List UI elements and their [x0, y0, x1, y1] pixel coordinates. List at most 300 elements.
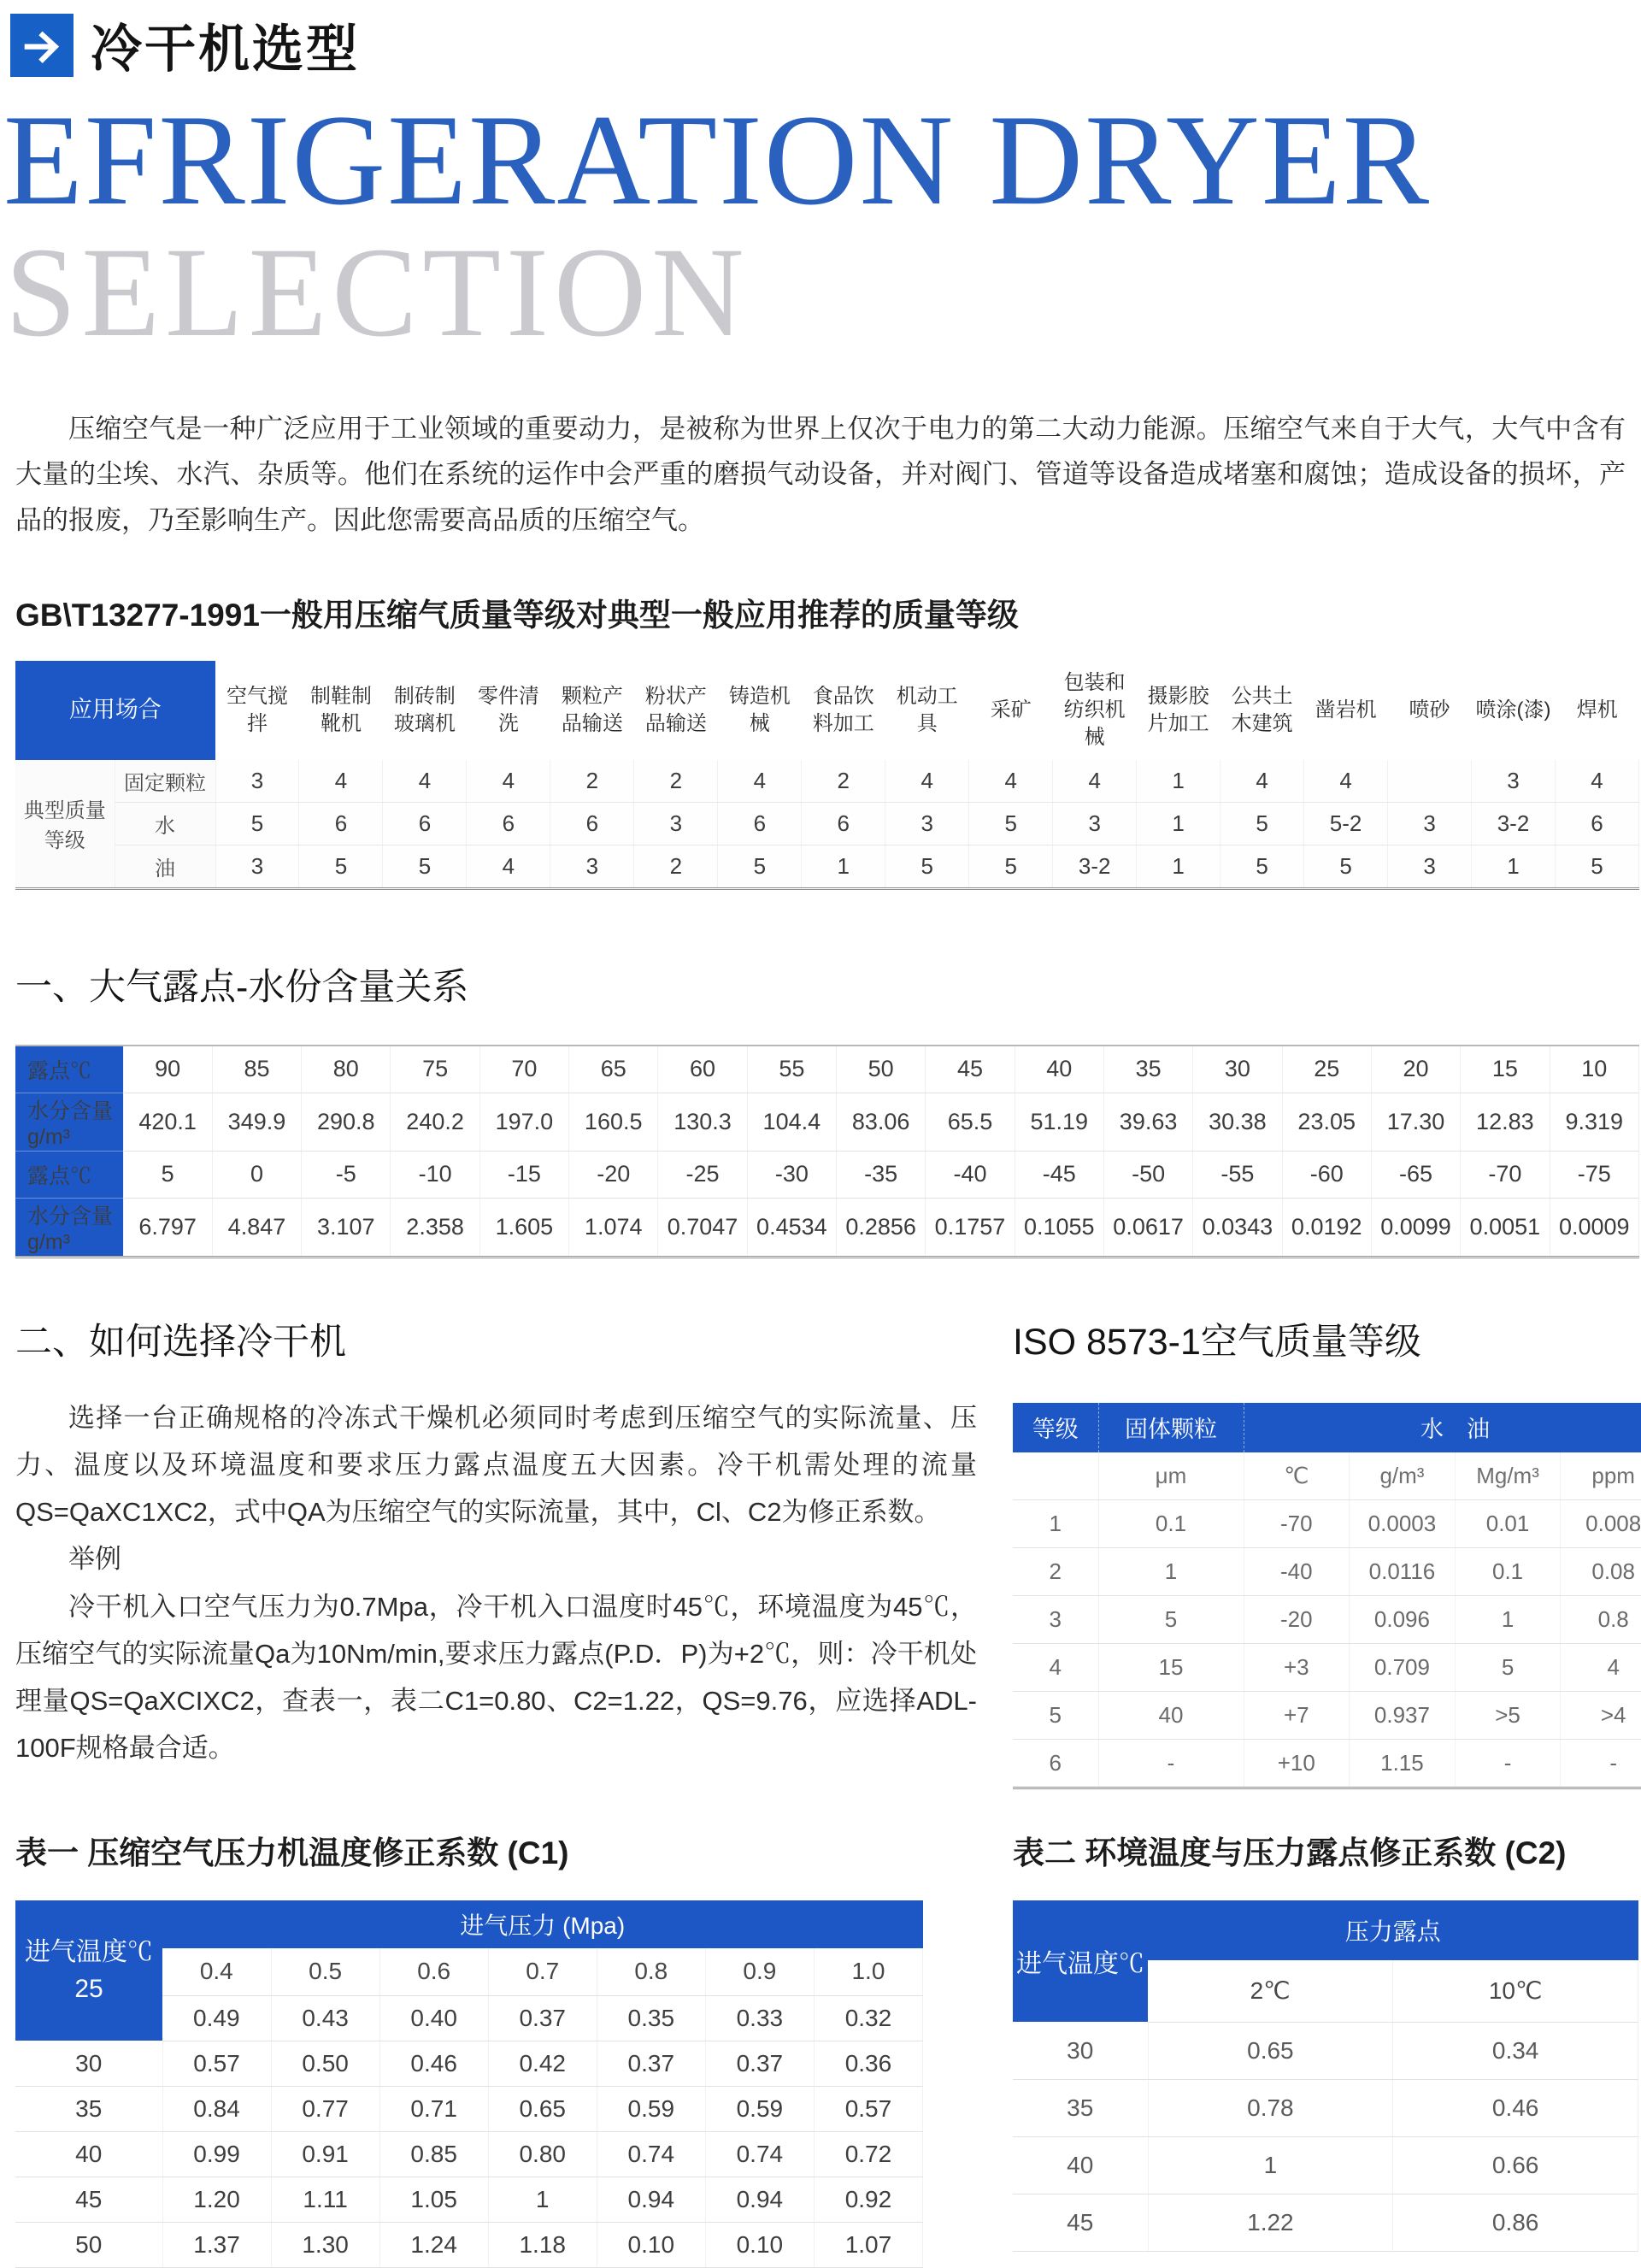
gb-value-cell: 4: [1304, 760, 1388, 803]
gb-column-header: 喷涂(漆): [1472, 661, 1556, 760]
section2-paragraph-2: 举例: [68, 1544, 121, 1575]
c1-value-cell: 0.94: [597, 2177, 705, 2222]
dew-value-cell: 1.074: [569, 1198, 658, 1257]
dew-value-cell: -70: [1461, 1151, 1550, 1198]
c1-value-cell: 1.11: [271, 2177, 379, 2222]
dew-value-cell: 25: [1282, 1046, 1371, 1093]
dew-value-cell: 35: [1103, 1046, 1192, 1093]
c1-value-cell: 0.91: [271, 2131, 379, 2177]
table-row: [1013, 1643, 1641, 1691]
dew-value-cell: 65.5: [926, 1093, 1015, 1151]
dew-value-cell: 90: [123, 1046, 212, 1093]
iso-value-cell: +10: [1244, 1739, 1350, 1788]
gb-value-cell: 3: [1472, 760, 1556, 803]
iso-value-cell: 4: [1561, 1643, 1641, 1691]
table-row: [1013, 1547, 1641, 1595]
gb-value-cell: 1: [1137, 760, 1220, 803]
dew-value-cell: -60: [1282, 1151, 1371, 1198]
c1-value-cell: 0.85: [379, 2131, 488, 2177]
c2-value-cell: 0.78: [1148, 2079, 1393, 2136]
iso-value-cell: 0.08: [1561, 1547, 1641, 1595]
iso-unit-empty: [1013, 1452, 1098, 1500]
c1-pressure-cell: 0.7: [488, 1948, 597, 1996]
c1-value-cell: 0.36: [814, 2041, 922, 2086]
c1-column: [9, 1827, 977, 2268]
iso-value-cell: 15: [1098, 1643, 1244, 1691]
intro-text: 压缩空气是一种广泛应用于工业领域的重要动力，是被称为世界上仅次于电力的第二大动力能源。压缩空气来自于大气，大气中含有大量的尘埃、水汽、杂质等。他们在系统的运作中会严重的磨损气动设备，并对阀门、管道等设备造成堵塞和腐蚀；造成设备的损坏，产品的报废，乃至影响生产。因此您需要高品质的压缩空气。: [15, 414, 1626, 535]
gb-value-cell: 1: [1137, 845, 1220, 888]
dew-value-cell: 6.797: [123, 1198, 212, 1257]
dew-value-cell: 104.4: [747, 1093, 836, 1151]
dew-value-cell: 0: [212, 1151, 301, 1198]
c1-value-cell: 1.37: [162, 2222, 271, 2267]
gb-value-cell: 6: [299, 802, 383, 845]
iso-value-cell: 1: [1455, 1595, 1561, 1643]
table-row: [15, 1151, 1639, 1198]
dew-value-cell: 70: [479, 1046, 568, 1093]
dew-value-cell: 420.1: [123, 1093, 212, 1151]
section2-title: 二、如何选择冷干机: [15, 1321, 346, 1363]
dew-value-cell: -15: [479, 1151, 568, 1198]
iso-value-cell: -20: [1244, 1595, 1350, 1643]
iso-value-cell: 6: [1013, 1739, 1098, 1788]
gb-value-cell: 2: [634, 760, 718, 803]
dew-row-label: 水分含量g/m³: [15, 1198, 123, 1257]
c2-dewpoint-cell: 10℃: [1393, 1960, 1638, 2023]
gb-column-header: 零件清洗: [467, 661, 550, 760]
c1-value-cell: 0.37: [597, 2041, 705, 2086]
iso-value-cell: 5: [1013, 1691, 1098, 1739]
c2-row-label: 40: [1013, 2136, 1148, 2194]
gb-value-cell: 5: [1556, 845, 1639, 888]
dew-value-cell: 5: [123, 1151, 212, 1198]
dew-value-cell: -5: [302, 1151, 391, 1198]
gb-column-header: 空气搅拌: [215, 661, 299, 760]
iso-units-row: [1013, 1452, 1641, 1500]
gb-column-header: 粉状产品输送: [634, 661, 718, 760]
dew-value-cell: 23.05: [1282, 1093, 1371, 1151]
table-row: [15, 2041, 923, 2086]
c2-value-cell: 1.22: [1148, 2194, 1393, 2251]
gb-value-cell: 4: [1220, 760, 1304, 803]
dew-value-cell: -45: [1015, 1151, 1103, 1198]
dew-value-cell: -40: [926, 1151, 1015, 1198]
c1-pressure-cell: 0.4: [162, 1948, 271, 1996]
iso-unit-cell: Mg/m³: [1455, 1452, 1561, 1500]
c1-pressure-header: 进气压力 (Mpa): [162, 1900, 923, 1948]
dew-value-cell: 30: [1193, 1046, 1282, 1093]
section2-body: [15, 1394, 977, 1771]
iso-value-cell: >5: [1455, 1691, 1561, 1739]
c2-value-cell: 0.86: [1393, 2194, 1638, 2251]
c2-corner-cell: 进气温度℃: [1013, 1900, 1148, 2023]
gb-value-cell: 2: [802, 760, 885, 803]
gb-value-cell: 5: [718, 845, 802, 888]
iso-value-cell: -70: [1244, 1499, 1350, 1547]
c1-value-cell: 0.72: [814, 2131, 922, 2177]
page-title: 冷干机选型: [91, 21, 360, 78]
gb-column-header: 铸造机械: [718, 661, 802, 760]
iso-value-cell: 1: [1013, 1499, 1098, 1547]
gb-value-cell: 5-2: [1304, 802, 1388, 845]
gb-column-header: 摄影胶片加工: [1137, 661, 1220, 760]
dew-value-cell: 9.319: [1550, 1093, 1639, 1151]
dew-value-cell: -65: [1371, 1151, 1460, 1198]
iso-header-water-oil: 水 油: [1244, 1403, 1641, 1452]
dew-value-cell: 130.3: [658, 1093, 747, 1151]
iso-table-title: ISO 8573-1空气质量等级: [1013, 1321, 1421, 1363]
dew-value-cell: -20: [569, 1151, 658, 1198]
gb-value-cell: 3: [885, 802, 969, 845]
dew-value-cell: 0.0617: [1103, 1198, 1192, 1257]
gb-value-cell: 4: [1053, 760, 1137, 803]
gb-column-header: 包装和纺织机械: [1053, 661, 1137, 760]
c1-row-label: 45: [15, 2177, 162, 2222]
dew-value-cell: 50: [837, 1046, 926, 1093]
c1-pressure-cell: 0.9: [705, 1948, 814, 1996]
dew-value-cell: -75: [1550, 1151, 1639, 1198]
gb-value-cell: 4: [885, 760, 969, 803]
gb-value-cell: 5: [969, 845, 1053, 888]
gb-column-header: 食品饮料加工: [802, 661, 885, 760]
gb-value-cell: 4: [1556, 760, 1639, 803]
gb-value-cell: 6: [550, 802, 634, 845]
page-subtitle-english: SELECTION: [5, 221, 750, 364]
dew-value-cell: -50: [1103, 1151, 1192, 1198]
table-row: [1013, 1595, 1641, 1643]
table-row: [1013, 1739, 1641, 1788]
gb-header-row: [15, 661, 1639, 760]
dew-value-cell: 0.0051: [1461, 1198, 1550, 1257]
dew-value-cell: 290.8: [302, 1093, 391, 1151]
c1-value-cell: 0.50: [271, 2041, 379, 2086]
c1-row-label: 35: [15, 2086, 162, 2131]
dew-value-cell: 4.847: [212, 1198, 301, 1257]
dew-value-cell: 0.2856: [837, 1198, 926, 1257]
dew-value-cell: 2.358: [391, 1198, 479, 1257]
gb-table-title: GB\T13277-1991一般用压缩气质量等级对典型一般应用推荐的质量等级: [15, 597, 1019, 633]
dew-value-cell: 240.2: [391, 1093, 479, 1151]
c1-corner-cell: [15, 1900, 162, 2041]
iso-value-cell: 0.8: [1561, 1595, 1641, 1643]
gb-value-cell: 6: [1556, 802, 1639, 845]
c1-value-cell: 0.77: [271, 2086, 379, 2131]
iso-value-cell: 0.709: [1350, 1643, 1456, 1691]
gb-value-cell: 1: [1472, 845, 1556, 888]
dew-value-cell: 0.7047: [658, 1198, 747, 1257]
c2-value-cell: 1: [1148, 2136, 1393, 2194]
section2-paragraph-3: 冷干机入口空气压力为0.7Mpa，冷干机入口温度时45℃，环境温度为45℃，压缩空气的实际流量Qa为10Nm/min,要求压力露点(P.D．P)为+2℃，则：冷干机处理量QS=QaXCIXC2，查表一，表二C1=0.80、C2=1.22，QS=9.76，应选择ADL-100F规格最合适。: [15, 1591, 977, 1764]
gb-value-cell: 3: [1388, 802, 1472, 845]
c1-value-cell: 0.46: [379, 2041, 488, 2086]
c1-value-cell: 0.59: [597, 2086, 705, 2131]
c1-row-label: 30: [15, 2041, 162, 2086]
iso-value-cell: -: [1455, 1739, 1561, 1788]
dew-row-label: 露点℃: [15, 1151, 123, 1198]
gb-value-cell: 5: [1304, 845, 1388, 888]
c1-row-label: 50: [15, 2222, 162, 2267]
iso-value-cell: 0.1: [1455, 1547, 1561, 1595]
iso-header-row: [1013, 1403, 1641, 1452]
dew-value-cell: 0.1055: [1015, 1198, 1103, 1257]
dew-value-cell: 75: [391, 1046, 479, 1093]
iso-value-cell: 40: [1098, 1691, 1244, 1739]
gb-value-cell: 3: [1053, 802, 1137, 845]
c1-value-cell: 1: [488, 2177, 597, 2222]
dew-value-cell: 12.83: [1461, 1093, 1550, 1151]
c2-row-label: 30: [1013, 2022, 1148, 2079]
gb-value-cell: 3-2: [1053, 845, 1137, 888]
c1-correction-table: [15, 1900, 923, 2268]
iso-header-solid: 固体颗粒: [1098, 1403, 1244, 1452]
table-row: [15, 845, 1639, 888]
dew-row-label: 水分含量g/m³: [15, 1093, 123, 1151]
table-row: [15, 1198, 1639, 1257]
iso-value-cell: 2: [1013, 1547, 1098, 1595]
gb-value-cell: 6: [383, 802, 467, 845]
gb-value-cell: 1: [1137, 802, 1220, 845]
gb-row-label: 油: [115, 845, 215, 888]
c2-dewpoint-header: 压力露点: [1148, 1900, 1638, 1960]
dewpoint-table: [15, 1045, 1639, 1258]
iso-value-cell: 0.0003: [1350, 1499, 1456, 1547]
iso-header-grade: 等级: [1013, 1403, 1098, 1452]
c1-value-cell: 0.10: [597, 2222, 705, 2267]
gb-value-cell: 5: [215, 802, 299, 845]
dew-value-cell: 0.0343: [1193, 1198, 1282, 1257]
gb-value-cell: [1388, 760, 1472, 803]
c1-value-cell: 0.35: [597, 1995, 705, 2041]
table-row: [1013, 1499, 1641, 1547]
iso-value-cell: 0.937: [1350, 1691, 1456, 1739]
c1-value-cell: 0.33: [705, 1995, 814, 2041]
c1-corner-label: 进气温度℃: [25, 1937, 153, 1966]
iso-column: [1013, 1313, 1641, 1789]
c1-value-cell: 0.37: [705, 2041, 814, 2086]
iso-value-cell: 5: [1098, 1595, 1244, 1643]
c1-value-cell: 0.74: [597, 2131, 705, 2177]
c1-pressure-cell: 1.0: [814, 1948, 922, 1996]
dew-value-cell: 17.30: [1371, 1093, 1460, 1151]
gb-value-cell: 5: [885, 845, 969, 888]
dew-value-cell: 30.38: [1193, 1093, 1282, 1151]
c1-pressure-cell: 0.6: [379, 1948, 488, 1996]
gb-value-cell: 2: [550, 760, 634, 803]
table-row: [15, 2177, 923, 2222]
dew-value-cell: 65: [569, 1046, 658, 1093]
iso-unit-cell: g/m³: [1350, 1452, 1456, 1500]
page-title-english: EFRIGERATION DRYER: [3, 88, 1432, 232]
dew-value-cell: -35: [837, 1151, 926, 1198]
c1-value-cell: 0.43: [271, 1995, 379, 2041]
table-row: [1013, 2136, 1638, 2194]
dew-value-cell: 60: [658, 1046, 747, 1093]
dew-value-cell: 55: [747, 1046, 836, 1093]
dew-value-cell: -55: [1193, 1151, 1282, 1198]
gb-row-label: 固定颗粒: [115, 760, 215, 803]
section1-title: 一、大气露点-水份含量关系: [15, 966, 469, 1008]
gb-value-cell: 2: [634, 845, 718, 888]
dew-value-cell: -25: [658, 1151, 747, 1198]
dew-value-cell: 15: [1461, 1046, 1550, 1093]
dew-value-cell: 1.605: [479, 1198, 568, 1257]
iso-value-cell: 0.01: [1455, 1499, 1561, 1547]
c2-value-cell: 0.46: [1393, 2079, 1638, 2136]
iso-value-cell: 0.096: [1350, 1595, 1456, 1643]
gb-column-header: 制砖制玻璃机: [383, 661, 467, 760]
c1-value-cell: 1.18: [488, 2222, 597, 2267]
dew-value-cell: 40: [1015, 1046, 1103, 1093]
c1-value-cell: 0.74: [705, 2131, 814, 2177]
c1-header-row: [15, 1900, 923, 1948]
gb-value-cell: 4: [467, 760, 550, 803]
dew-value-cell: 0.0099: [1371, 1198, 1460, 1257]
c1-value-cell: 0.71: [379, 2086, 488, 2131]
c1-value-cell: 1.30: [271, 2222, 379, 2267]
gb-value-cell: 3: [215, 760, 299, 803]
dew-value-cell: 0.1757: [926, 1198, 1015, 1257]
c1-value-cell: 0.40: [379, 1995, 488, 2041]
table-row: [15, 2086, 923, 2131]
table-row: [15, 2131, 923, 2177]
dew-value-cell: -30: [747, 1151, 836, 1198]
dew-value-cell: 160.5: [569, 1093, 658, 1151]
table-row: [15, 760, 1639, 803]
iso-unit-cell: ppm: [1561, 1452, 1641, 1500]
iso-value-cell: 0.0116: [1350, 1547, 1456, 1595]
gb-value-cell: 5: [1220, 802, 1304, 845]
table-row: [1013, 2079, 1638, 2136]
dew-value-cell: 197.0: [479, 1093, 568, 1151]
c2-value-cell: 0.66: [1393, 2136, 1638, 2194]
gb-column-header: 凿岩机: [1304, 661, 1388, 760]
c1-value-cell: 0.80: [488, 2131, 597, 2177]
c2-row-label: 45: [1013, 2194, 1148, 2251]
c1-value-cell: 0.59: [705, 2086, 814, 2131]
gb-value-cell: 1: [802, 845, 885, 888]
gb-value-cell: 4: [467, 845, 550, 888]
gb-value-cell: 3: [634, 802, 718, 845]
gb-column-header: 喷砂: [1388, 661, 1472, 760]
table-row: [15, 1046, 1639, 1093]
gb-corner-cell: 应用场合: [15, 661, 215, 760]
gb-value-cell: 6: [802, 802, 885, 845]
gb-value-cell: 5: [1220, 845, 1304, 888]
iso-value-cell: -40: [1244, 1547, 1350, 1595]
dew-value-cell: 20: [1371, 1046, 1460, 1093]
gb-value-cell: 4: [969, 760, 1053, 803]
gb-value-cell: 3: [1388, 845, 1472, 888]
gb-value-cell: 5: [969, 802, 1053, 845]
c1-value-cell: 0.65: [488, 2086, 597, 2131]
gb-column-header: 采矿: [969, 661, 1053, 760]
iso-value-cell: 1: [1098, 1547, 1244, 1595]
c2-correction-table: [1013, 1900, 1638, 2252]
iso-value-cell: 3: [1013, 1595, 1098, 1643]
c1-value-cell: 0.42: [488, 2041, 597, 2086]
c1-value-cell: 1.20: [162, 2177, 271, 2222]
gb-value-cell: 4: [718, 760, 802, 803]
page-header: [9, 0, 1632, 82]
gb-column-header: 制鞋制靴机: [299, 661, 383, 760]
dew-row-label: 露点℃: [15, 1046, 123, 1093]
c1-value-cell: 0.84: [162, 2086, 271, 2131]
dew-value-cell: 3.107: [302, 1198, 391, 1257]
c1-value-cell: 0.57: [162, 2041, 271, 2086]
c1-value-cell: 0.99: [162, 2131, 271, 2177]
table-row: [1013, 2022, 1638, 2079]
gb-value-cell: 3: [215, 845, 299, 888]
c1-value-cell: 1.07: [814, 2222, 922, 2267]
bottom-section: [9, 1827, 1632, 2268]
section2-paragraph-1: 选择一台正确规格的冷冻式干燥机必须同时考虑到压缩空气的实际流量、压力、温度以及环境温度和要求压力露点温度五大因素。冷干机需处理的流量QS=QaXC1XC2，式中QA为压缩空气的实际流量，其中，Cl、C2为修正系数。: [15, 1402, 977, 1528]
gb-value-cell: 5: [383, 845, 467, 888]
dew-value-cell: 0.0192: [1282, 1198, 1371, 1257]
gb-value-cell: 4: [383, 760, 467, 803]
c1-row-label: 40: [15, 2131, 162, 2177]
how-to-select-column: [9, 1313, 977, 1789]
gb-row-group-label: 典型质量等级: [15, 760, 115, 889]
dew-value-cell: 51.19: [1015, 1093, 1103, 1151]
c2-column: [1013, 1827, 1641, 2268]
gb-row-label: 水: [115, 802, 215, 845]
c1-value-cell: 0.10: [705, 2222, 814, 2267]
c1-value-cell: 1.24: [379, 2222, 488, 2267]
c2-dewpoint-cell: 2℃: [1148, 1960, 1393, 2023]
gb-value-cell: 4: [299, 760, 383, 803]
arrow-right-icon: [10, 14, 74, 77]
gb-column-header: 机动工具: [885, 661, 969, 760]
intro-paragraph: [15, 406, 1626, 543]
c2-header-row: [1013, 1900, 1638, 1960]
table-row: [1013, 1691, 1641, 1739]
gb-value-cell: 3: [550, 845, 634, 888]
gb-column-header: 焊机: [1576, 698, 1618, 722]
iso-value-cell: +7: [1244, 1691, 1350, 1739]
iso-value-cell: 0.008: [1561, 1499, 1641, 1547]
c1-value-cell: 0.49: [162, 1995, 271, 2041]
c1-table-title: 表一 压缩空气压力机温度修正系数 (C1): [15, 1835, 569, 1870]
c1-corner-value: 25: [74, 1975, 103, 2004]
table-row: [15, 2222, 923, 2267]
dew-value-cell: 349.9: [212, 1093, 301, 1151]
iso-value-cell: -: [1561, 1739, 1641, 1788]
c2-value-cell: 0.34: [1393, 2022, 1638, 2079]
gb-column-header: 公共土木建筑: [1220, 661, 1304, 760]
dew-value-cell: -10: [391, 1151, 479, 1198]
gb-value-cell: 6: [467, 802, 550, 845]
c1-value-cell: 0.37: [488, 1995, 597, 2041]
gb-value-cell: 6: [718, 802, 802, 845]
table-row: [1013, 2194, 1638, 2251]
c1-pressure-cell: 0.8: [597, 1948, 705, 1996]
c2-row-label: 35: [1013, 2079, 1148, 2136]
dew-value-cell: 45: [926, 1046, 1015, 1093]
iso-value-cell: 5: [1455, 1643, 1561, 1691]
c1-value-cell: 0.32: [814, 1995, 922, 2041]
gb-value-cell: 3-2: [1472, 802, 1556, 845]
dew-value-cell: 10: [1550, 1046, 1639, 1093]
iso-value-cell: -: [1098, 1739, 1244, 1788]
iso-unit-cell: μm: [1098, 1452, 1244, 1500]
c1-value-cell: 0.94: [705, 2177, 814, 2222]
c2-table-title: 表二 环境温度与压力露点修正系数 (C2): [1013, 1835, 1567, 1870]
iso-unit-cell: ℃: [1244, 1452, 1350, 1500]
c1-value-cell: 0.92: [814, 2177, 922, 2222]
gb-quality-table: [15, 661, 1639, 890]
c1-pressure-cell: 0.5: [271, 1948, 379, 1996]
dew-value-cell: 0.4534: [747, 1198, 836, 1257]
